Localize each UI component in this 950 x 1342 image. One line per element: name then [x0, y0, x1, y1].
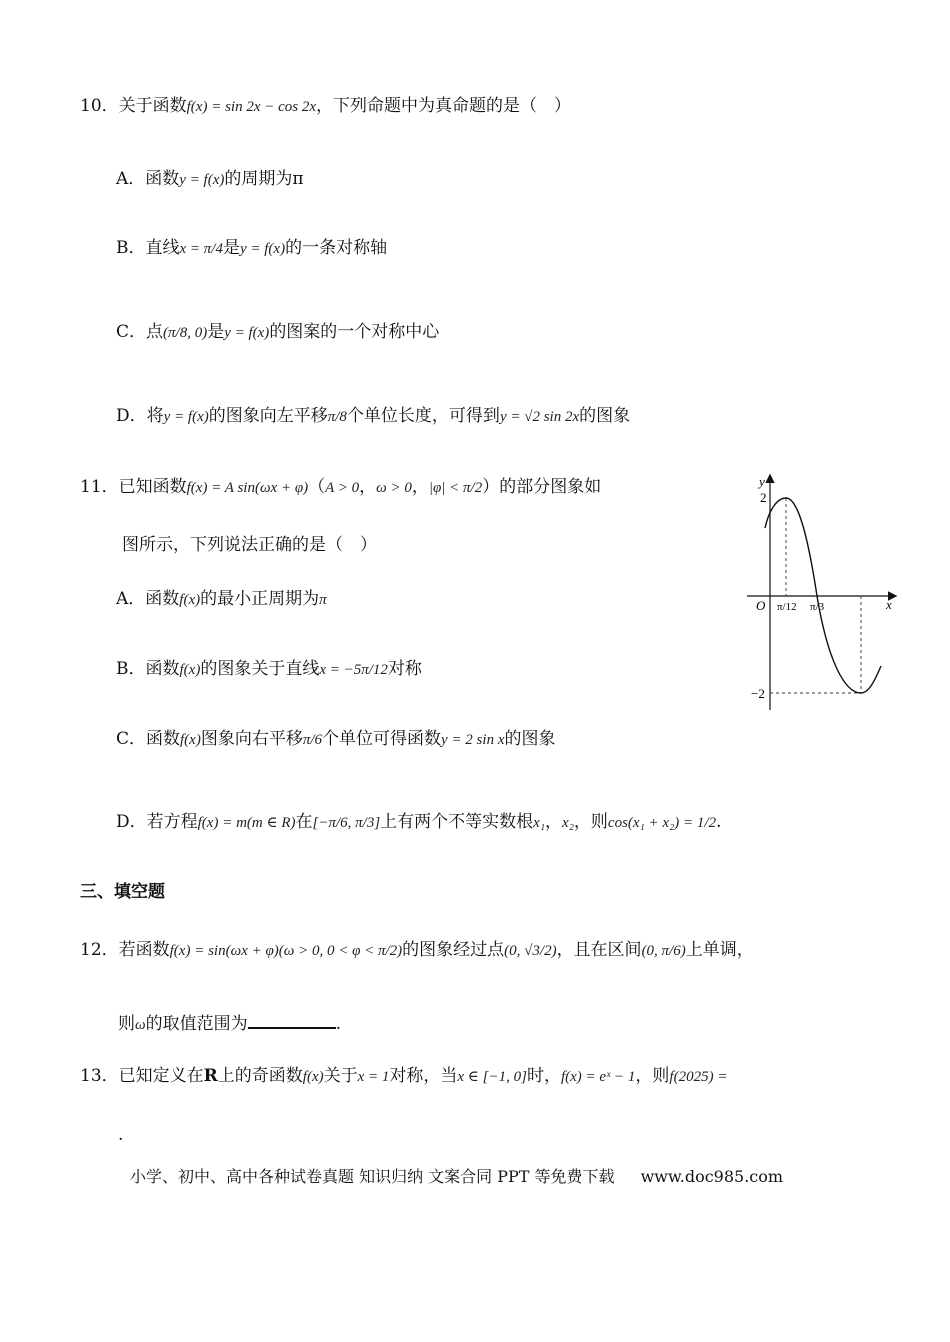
- option-text: 图象向右平移: [200, 729, 303, 749]
- option-text: 的一条对称轴: [285, 238, 388, 258]
- text: （: [308, 477, 326, 497]
- text: 则: [118, 1014, 135, 1034]
- text: ，且在区间: [556, 940, 642, 960]
- text: 对称，当: [389, 1066, 458, 1086]
- text: ）的部分图象如: [482, 477, 602, 497]
- option-label: D．将: [116, 406, 164, 426]
- option-label: C．函数: [116, 729, 181, 749]
- option-text: 对称: [387, 659, 422, 679]
- math-expr: f(x) = eˣ − 1: [560, 1069, 636, 1085]
- text: 上单调，: [685, 940, 754, 960]
- math-expr: x = 1: [357, 1069, 390, 1085]
- q11-option-a: [116, 589, 327, 609]
- math-expr: y = √2 sin 2x: [499, 409, 580, 425]
- math-expr: y = f(x): [179, 172, 225, 188]
- origin-label: O: [756, 598, 766, 613]
- text: 的取值范围为: [145, 1014, 248, 1034]
- option-text: 的周期为π: [224, 169, 304, 189]
- math-expr: A > 0: [325, 480, 360, 496]
- option-text: 是: [207, 322, 225, 342]
- text: 关于: [323, 1066, 358, 1086]
- q13-number: 13．已知定义在: [80, 1066, 204, 1086]
- math-expr: f(2025) =: [669, 1069, 728, 1085]
- option-label: B．直线: [116, 238, 180, 258]
- q10-function: f(x) = sin 2x − cos 2x: [186, 99, 317, 115]
- math-expr: y = 2 sin x: [441, 732, 505, 748]
- option-text: 是: [222, 238, 240, 258]
- option-text: 个单位可得函数: [322, 729, 442, 749]
- math-expr: x ∈ [−1, 0]: [457, 1069, 527, 1085]
- x-tick-pi-12: π/12: [777, 601, 797, 613]
- text: ，: [359, 477, 377, 497]
- math-expr: f(x) = A sin(ωx + φ): [186, 480, 309, 496]
- math-expr: f(x): [302, 1069, 324, 1085]
- math-expr: f(x): [180, 732, 201, 748]
- math-expr: ω > 0: [376, 480, 412, 496]
- q10-option-a: [116, 169, 304, 189]
- math-expr: f(x): [179, 592, 201, 608]
- section-title: 三、填空题: [80, 882, 165, 902]
- math-expr: y = f(x): [224, 325, 270, 341]
- q10-stem-tail: ，下列命题中为真命题的是（ ）: [316, 96, 572, 116]
- footer-url[interactable]: www.doc985.com: [640, 1167, 784, 1186]
- text: 的图象经过点: [402, 940, 505, 960]
- math-expr: [−π/6, π/3]: [312, 815, 381, 831]
- q10-number: 10．关于函数: [80, 96, 187, 116]
- x-axis-label: x: [886, 597, 892, 612]
- footer: [130, 1167, 783, 1186]
- text: .: [716, 812, 722, 832]
- math-expr: (0, π/6): [641, 943, 686, 959]
- q11-number: 11．已知函数: [80, 477, 187, 497]
- math-expr: f(x) = sin(ωx + φ)(ω > 0, 0 < φ < π/2): [169, 943, 403, 959]
- math-expr: (0, √3/2): [504, 943, 557, 959]
- q10-option-b: [116, 238, 387, 258]
- math-expr: π/6: [302, 732, 323, 748]
- q12-stem: [80, 940, 754, 960]
- option-text: ，则: [573, 812, 608, 832]
- math-expr: f(x): [179, 662, 201, 678]
- math-expr: y = f(x): [163, 409, 209, 425]
- q10-stem: [80, 96, 571, 116]
- option-text: 的图象: [579, 406, 631, 426]
- set-symbol: R: [203, 1066, 218, 1086]
- math-expr: π: [319, 592, 327, 608]
- text: 上的奇函数: [217, 1066, 303, 1086]
- text: 时，: [526, 1066, 561, 1086]
- math-expr: |φ| < π/2: [428, 480, 483, 496]
- option-label: C．点: [116, 322, 164, 342]
- q10-option-c: [116, 322, 439, 342]
- option-text: 的图象关于直线: [200, 659, 320, 679]
- answer-blank[interactable]: [248, 1013, 336, 1029]
- math-expr: cos(x₁ + x₂) = 1/2: [607, 815, 717, 831]
- y-max-label: 2: [760, 490, 767, 505]
- q13-end: .: [118, 1125, 124, 1145]
- math-expr: x = π/4: [179, 241, 223, 257]
- option-text: 上有两个不等实数根: [380, 812, 534, 832]
- text: ，: [545, 812, 563, 832]
- q11-option-b: [116, 659, 422, 679]
- option-label: A．函数: [116, 169, 180, 189]
- q11-option-d: [116, 812, 721, 832]
- math-expr: (π/8, 0): [163, 325, 208, 341]
- y-min-label: −2: [751, 686, 765, 701]
- option-text: 的图象: [504, 729, 556, 749]
- math-expr: ω: [135, 1017, 146, 1033]
- math-expr: π/8: [327, 409, 347, 425]
- math-expr: x₂: [562, 815, 574, 831]
- q12-line2: [118, 1013, 341, 1034]
- option-text: 的最小正周期为: [200, 589, 320, 609]
- q12-number: 12．若函数: [80, 940, 170, 960]
- q11-stem: [80, 477, 601, 497]
- text: ，则: [635, 1066, 670, 1086]
- option-label: D．若方程: [116, 812, 198, 832]
- option-text: 个单位长度，可得到: [346, 406, 500, 426]
- q10-option-d: [116, 406, 630, 426]
- q11-stem-line2: 图所示，下列说法正确的是（ ）: [122, 535, 377, 555]
- option-text: 的图案的一个对称中心: [269, 322, 440, 342]
- function-graph: [745, 470, 905, 720]
- math-expr: x₁: [533, 815, 546, 831]
- math-expr: x = −5π/12: [319, 662, 388, 678]
- text: ，: [411, 477, 429, 497]
- x-tick-pi-3: π/3: [810, 601, 825, 613]
- y-axis-label: y: [759, 474, 765, 489]
- footer-text: 小学、初中、高中各种试卷真题 知识归纳 文案合同 PPT 等免费下载: [130, 1167, 615, 1186]
- q13-stem: [80, 1066, 727, 1086]
- option-label: A．函数: [116, 589, 180, 609]
- text: .: [335, 1014, 341, 1034]
- q11-option-c: [116, 729, 555, 749]
- option-text: 的图象向左平移: [208, 406, 328, 426]
- math-expr: f(x) = m(m ∈ R): [197, 815, 296, 831]
- math-expr: y = f(x): [239, 241, 286, 257]
- option-text: 在: [295, 812, 313, 832]
- option-label: B．函数: [116, 659, 180, 679]
